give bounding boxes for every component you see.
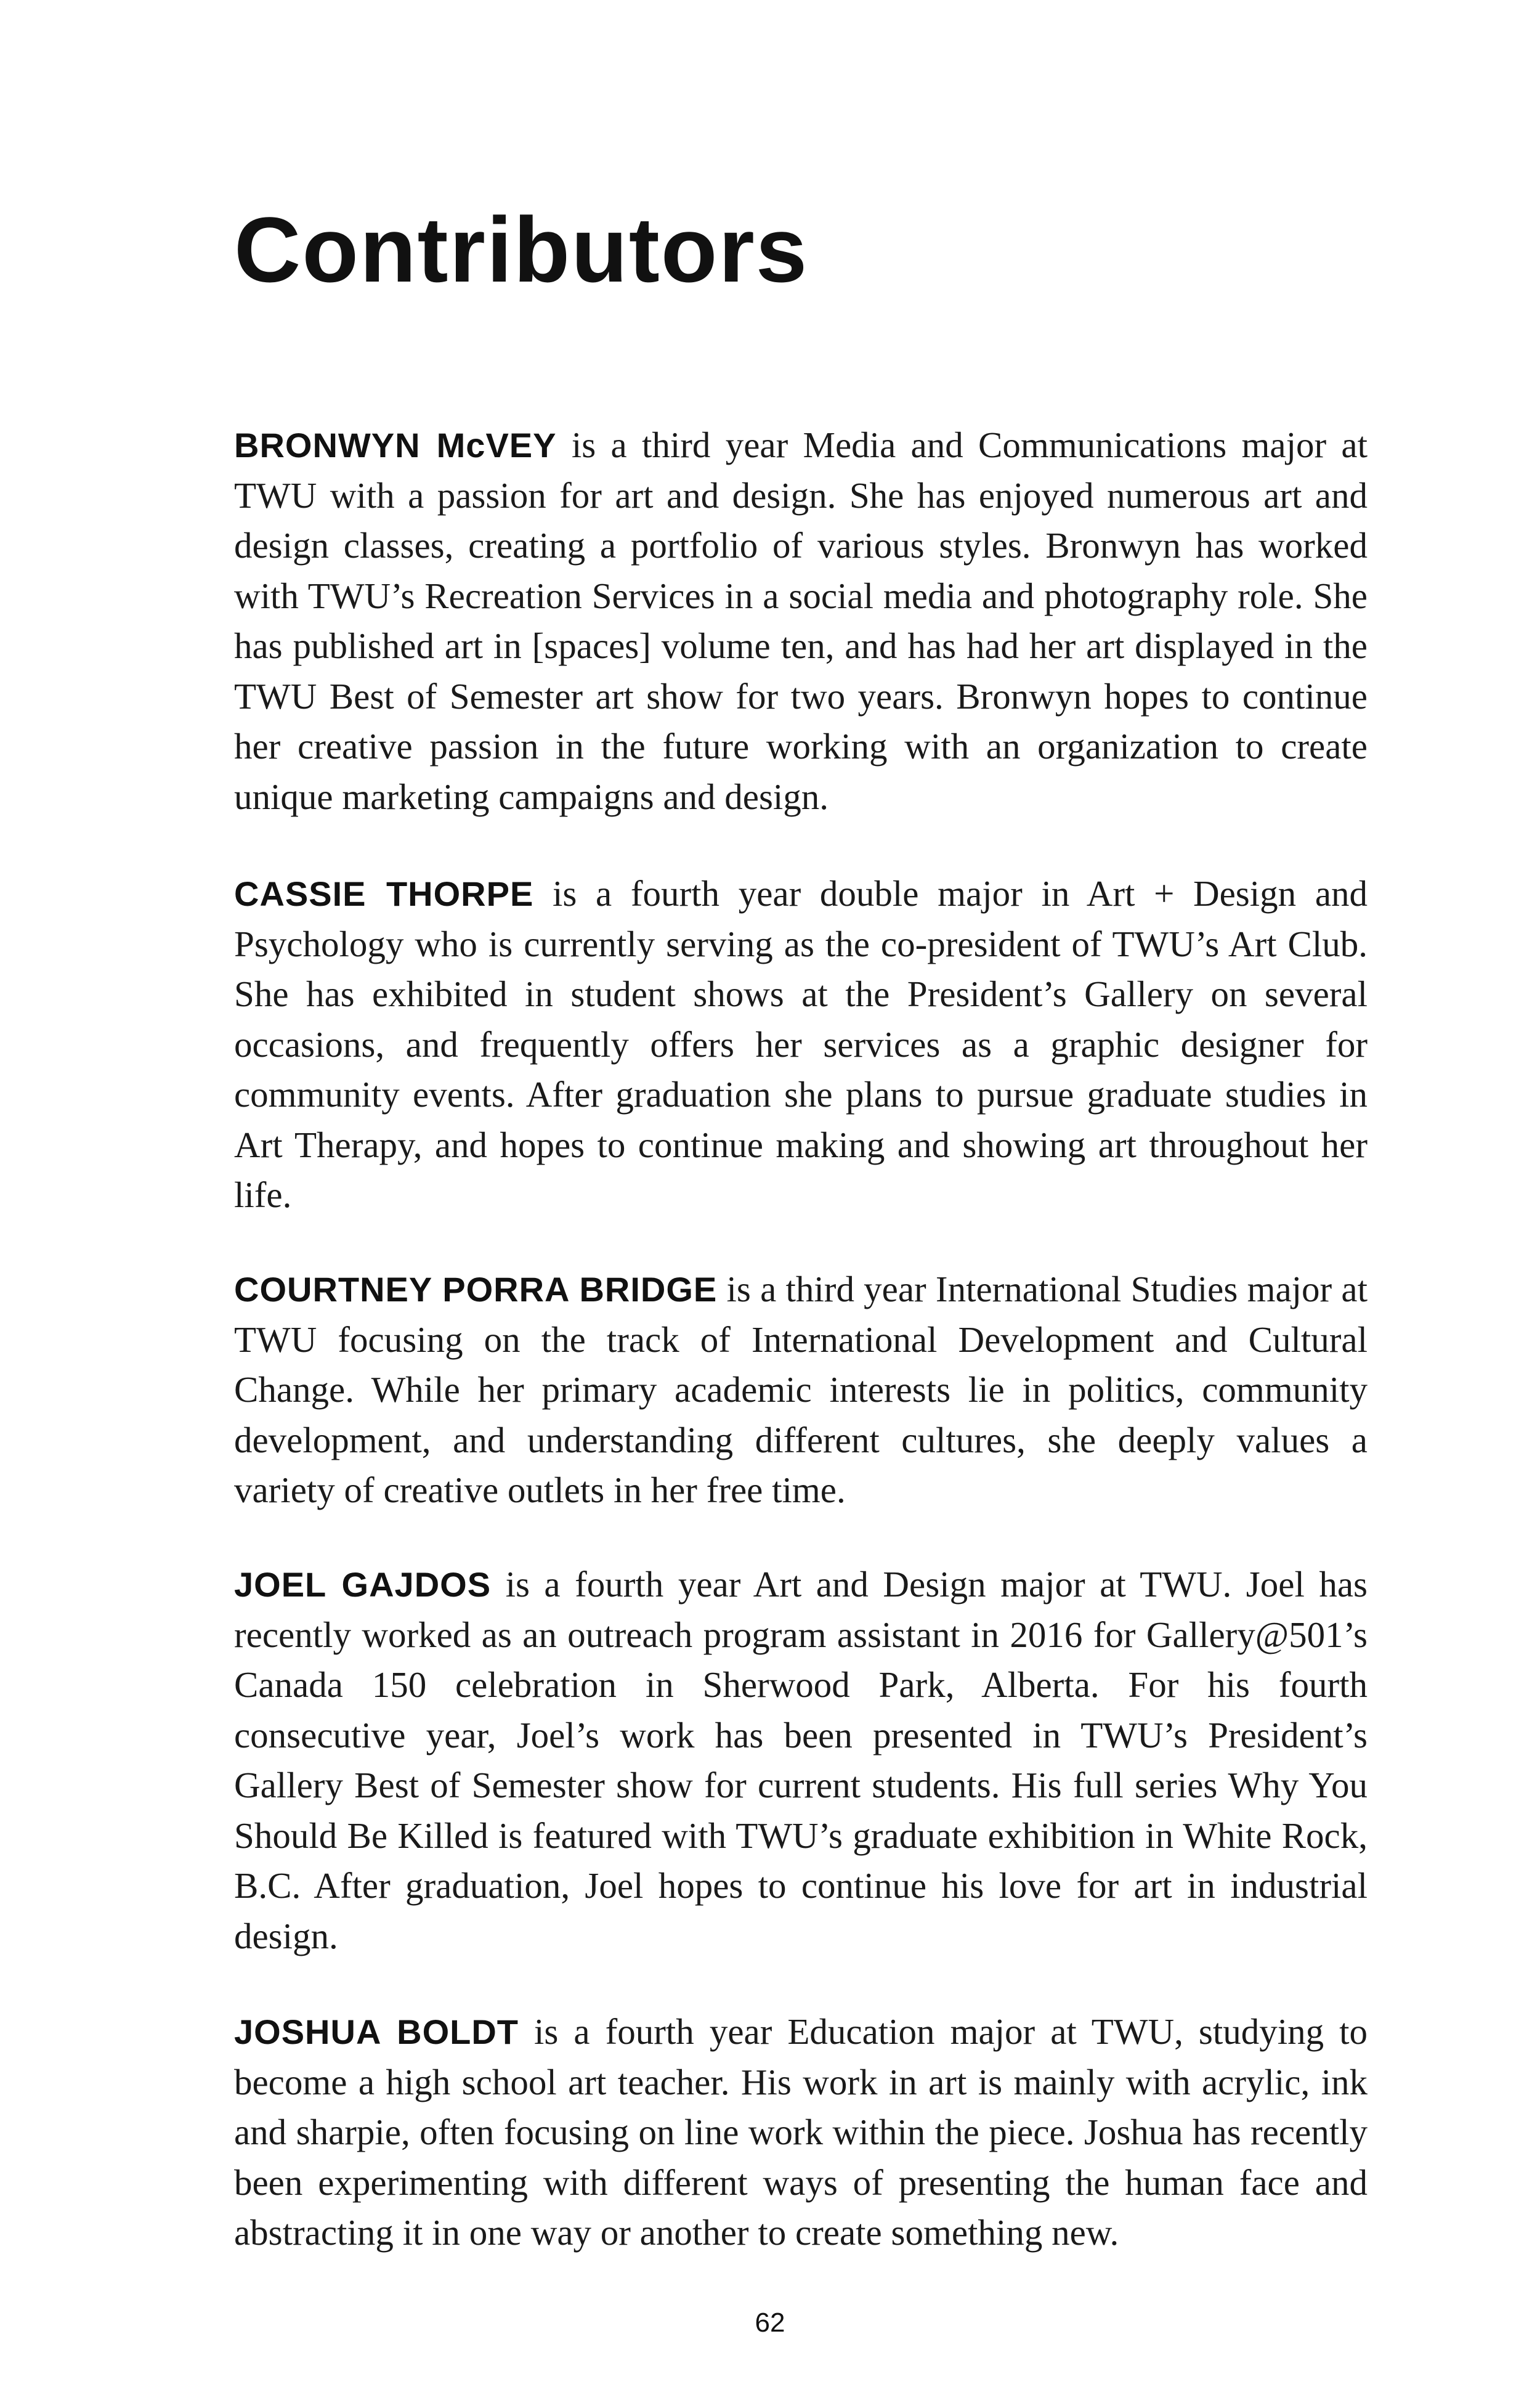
contributor-bio-text: is a fourth year Education major at TWU, studying to become a high school art teacher. His work in art is mainly with acrylic, ink and sharpie, often focusing on line work within the piece. Joshua has recently been experimenting with different ways of presenting the human face and abstracting it in one way or another to create something new. (234, 2011, 1368, 2253)
contributor-name: JOEL GAJDOS (234, 1565, 492, 1604)
contributor-bio (234, 869, 1368, 1221)
contributor-name: CASSIE THORPE (234, 874, 534, 913)
page-title: Contributors (234, 198, 809, 301)
contributor-name: BRONWYN McVEY (234, 426, 557, 465)
contributor-bio-text: is a third year Media and Communications major at TWU with a passion for art and design. She has enjoyed numerous art and design classes, creating a portfolio of various styles. Bronwyn has worked with TWU’s Recreation Services in a social media and photography role. She has published art in [spaces] volume ten, and has had her art displayed in the TWU Best of Semester art show for two years. Bronwyn hopes to continue her creative passion in the future working with an organization to create unique marketing campaigns and design. (234, 425, 1368, 817)
contributor-bio (234, 420, 1368, 822)
contributor-bio (234, 2007, 1368, 2258)
contributor-bio-text: is a fourth year double major in Art + Design and Psychology who is currently serving as the co-president of TWU’s Art Club. She has exhibited in student shows at the President’s Gallery on several occasions, and frequently offers her services as a graphic designer for community events. After graduation she plans to pursue graduate studies in Art Therapy, and hopes to continue making and showing art throughout her life. (234, 873, 1368, 1215)
contributor-name: COURTNEY PORRA BRIDGE (234, 1270, 718, 1309)
page-number: 62 (755, 2308, 785, 2338)
contributor-bio-text: is a fourth year Art and Design major at TWU. Joel has recently worked as an outreach program assistant in 2016 for Gallery@501’s Canada 150 celebration in Sherwood Park, Alberta. For his fourth consecutive year, Joel’s work has been presented in TWU’s President’s Gallery Best of Semester show for current students. His full series Why You Should Be Killed is featured with TWU’s graduate exhibition in White Rock, B.C. After graduation, Joel hopes to continue his love for art in industrial design. (234, 1564, 1368, 1956)
contributor-bio (234, 1560, 1368, 1961)
contributor-name: JOSHUA BOLDT (234, 2012, 519, 2051)
contributor-bio-text: is a third year International Studies major at TWU focusing on the track of International Development and Cultural Change. While her primary academic interests lie in politics, community development, and understanding different cultures, she deeply values a variety of creative outlets in her free time. (234, 1269, 1368, 1510)
contributor-bio (234, 1264, 1368, 1516)
